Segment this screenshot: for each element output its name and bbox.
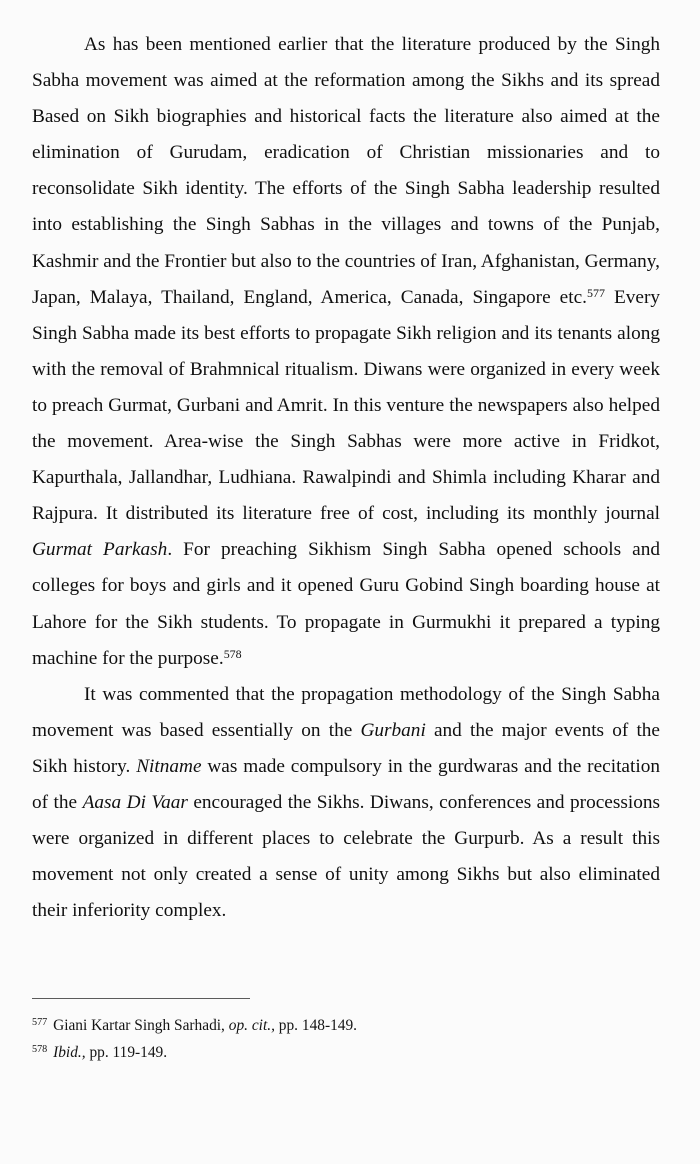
italic-run: Aasa Di Vaar (82, 791, 188, 813)
italic-run: op. cit., (228, 1017, 275, 1034)
italic-run: Ibid., (53, 1044, 86, 1061)
footnote-marker-577: 577 (32, 1017, 48, 1029)
italic-run: Gurmat Parkash (32, 539, 168, 561)
footnote-577 (32, 1012, 660, 1039)
italic-run: Gurbani (360, 719, 426, 741)
footnote-578 (32, 1039, 660, 1066)
footnote-separator-rule (32, 998, 250, 999)
footnote-577-text: Giani Kartar Singh Sarhadi, op. cit., pp. 148-149. (49, 1017, 358, 1034)
body-text-block (32, 27, 660, 929)
italic-run: Nitname (136, 755, 202, 777)
footnote-reference-578: 578 (223, 646, 242, 661)
paragraph-2: It was commented that the propagation methodology of the Singh Sabha movement was based essentially on the Gurbani and the major events of the Sikh history. Nitname was made compulsory in the gurdwaras and the recitation of the Aasa Di Vaar encouraged the Sikhs. Diwans, conferences and processions were organized in different places to celebrate the Gurpurb. As a result this movement not only created a sense of unity among Sikhs but also eliminated their inferiority complex. (32, 683, 660, 922)
footnote-marker-578: 578 (32, 1044, 48, 1056)
footnote-area (32, 998, 660, 1066)
footnote-reference-577: 577 (586, 285, 605, 300)
footnote-578-text: Ibid., pp. 119-149. (53, 1044, 168, 1061)
paragraph-1: As has been mentioned earlier that the literature produced by the Singh Sabha movement was aimed at the reformation among the Sikhs and its spread Based on Sikh biographies and historical facts the literature also aimed at the elimination of Gurudam, eradication of Christian missionaries and to reconsolidate Sikh identity. The efforts of the Singh Sabha leadership resulted into establishing the Singh Sabhas in the villages and towns of the Punjab, Kashmir and the Frontier but also to the countries of Iran, Afghanistan, Germany, Japan, Malaya, Thailand, England, America, Canada, Singapore etc.$^{577}$ Every Singh Sabha made its best efforts to propagate Sikh religion and its tenants along with the removal of Brahmnical ritualism. Diwans were organized in every week to preach Gurmat, Gurbani and Amrit. In this venture the newspapers also helped the movement. Area-wise the Singh Sabhas were more active in Fridkot, Kapurthala, Jallandhar, Ludhiana. Rawalpindi and Shimla including Kharar and Rajpura. It distributed its literature free of cost, including its monthly journal Gurmat Parkash. For preaching Sikhism Singh Sabha opened schools and colleges for boys and girls and it opened Guru Gobind Singh boarding house at Lahore for the Sikh students. To propagate in Gurmukhi it prepared a typing machine for the purpose.$^{578}$ (32, 34, 661, 669)
